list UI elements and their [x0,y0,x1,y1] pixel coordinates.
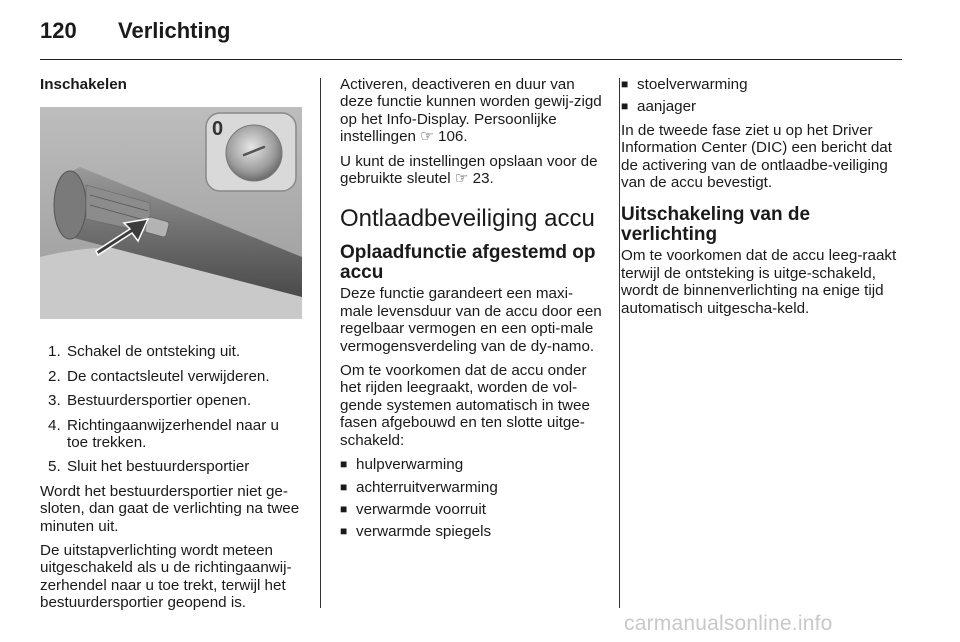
step-number: 4. [48,416,61,434]
paragraph: Activeren, deactiveren en duur van deze functie kunnen worden gewij-zigd op het Info-Display. Persoonlijke instellingen ☞ 106. [340,76,602,146]
step-text: Richtingaanwijzerhendel naar u toe trekken. [67,416,279,452]
step-text: Bestuurdersportier openen. [67,392,252,410]
column-1 [40,76,302,619]
watermark: carmanualsonline.info [624,612,833,635]
bullet-icon: ■ [340,457,348,472]
paragraph: Wordt het bestuurdersportier niet ge-sloten, dan gaat de verlichting na twee minuten uit. [40,482,300,535]
column-2 [340,76,602,547]
list-item-text: stoelverwarming [637,76,748,93]
bullet-list [340,456,602,541]
list-item [340,523,602,540]
list-item-text: achterruitverwarming [356,478,498,496]
column-divider-right [619,78,620,608]
step-item [40,343,302,360]
step-number: 1. [48,343,61,361]
list-item-text: verwarmde voorruit [356,500,486,518]
page-title: Verlichting [118,18,231,43]
bullet-icon: ■ [621,99,629,114]
page-header [40,18,902,58]
paragraph: In de tweede fase ziet u op het Driver Information Center (DIC) een bericht dat de activering van de ontlaadbe-veiliging van de accu bevestigt. [621,121,892,192]
step-item [40,458,302,475]
list-item [621,76,903,93]
step-text: Schakel de ontsteking uit. [67,343,241,361]
ignition-knob [226,125,282,181]
lever-end-cap [54,171,86,239]
section-heading: Ontlaadbeveiliging accu [340,205,595,233]
list-item [621,98,903,115]
step-text: De contactsleutel verwijderen. [67,367,270,385]
bullet-icon: ■ [340,524,348,539]
bullet-icon: ■ [621,77,629,91]
step-number: 3. [48,392,61,410]
paragraph: Om te voorkomen dat de accu leeg-raakt terwijl de ontsteking is uitge-schakeld, wordt de binnenverlichting na enige tijd automatisch uitgescha-keld. [621,247,897,317]
bullet-icon: ■ [340,501,348,516]
lever-illustration-svg [40,107,302,319]
subsection-heading: Uitschakeling van de verlichting [621,204,811,246]
list-item [340,501,602,518]
subsection-heading: Oplaadfunctie afgestemd op accu [340,242,596,284]
column-3 [621,76,903,324]
list-item-text: verwarmde spiegels [356,523,492,541]
paragraph: U kunt de instellingen opslaan voor de gebruikte sleutel ☞ 23. [340,152,598,188]
page-number: 120 [40,18,77,43]
paragraph: De uitstapverlichting wordt meteen uitgeschakeld als u de richtingaanwij-zerhendel naar u toe trekt, terwijl het bestuurdersportier geopend is. [40,542,292,612]
steps-list [40,343,302,475]
list-item [340,456,602,473]
header-rule [40,59,902,60]
bullet-icon: ■ [340,479,348,494]
turn-signal-lever-illustration [40,107,302,319]
step-text: Sluit het bestuurdersportier [67,458,250,476]
step-item [40,417,302,452]
step-number: 5. [48,458,61,476]
section-heading-inschakelen: Inschakelen [40,76,127,93]
step-item [40,392,302,409]
bullet-list [621,76,903,116]
list-item [340,479,602,496]
paragraph: Om te voorkomen dat de accu onder het rijden leegraakt, worden de vol-gende systemen automatisch in twee fasen afgebouwd en ten slotte uitge-schakeld: [340,362,590,449]
step-number: 2. [48,367,61,385]
step-item [40,368,302,385]
list-item-text: aanjager [637,98,697,116]
list-item-text: hulpverwarming [356,456,464,474]
paragraph: Deze functie garandeert een maxi-male levensduur van de accu door een regelbaar vermogen en een opti-male vermogensverdeling van de dy-namo. [340,285,602,355]
ignition-position-label: 0 [212,118,224,141]
column-divider-left [320,78,321,608]
